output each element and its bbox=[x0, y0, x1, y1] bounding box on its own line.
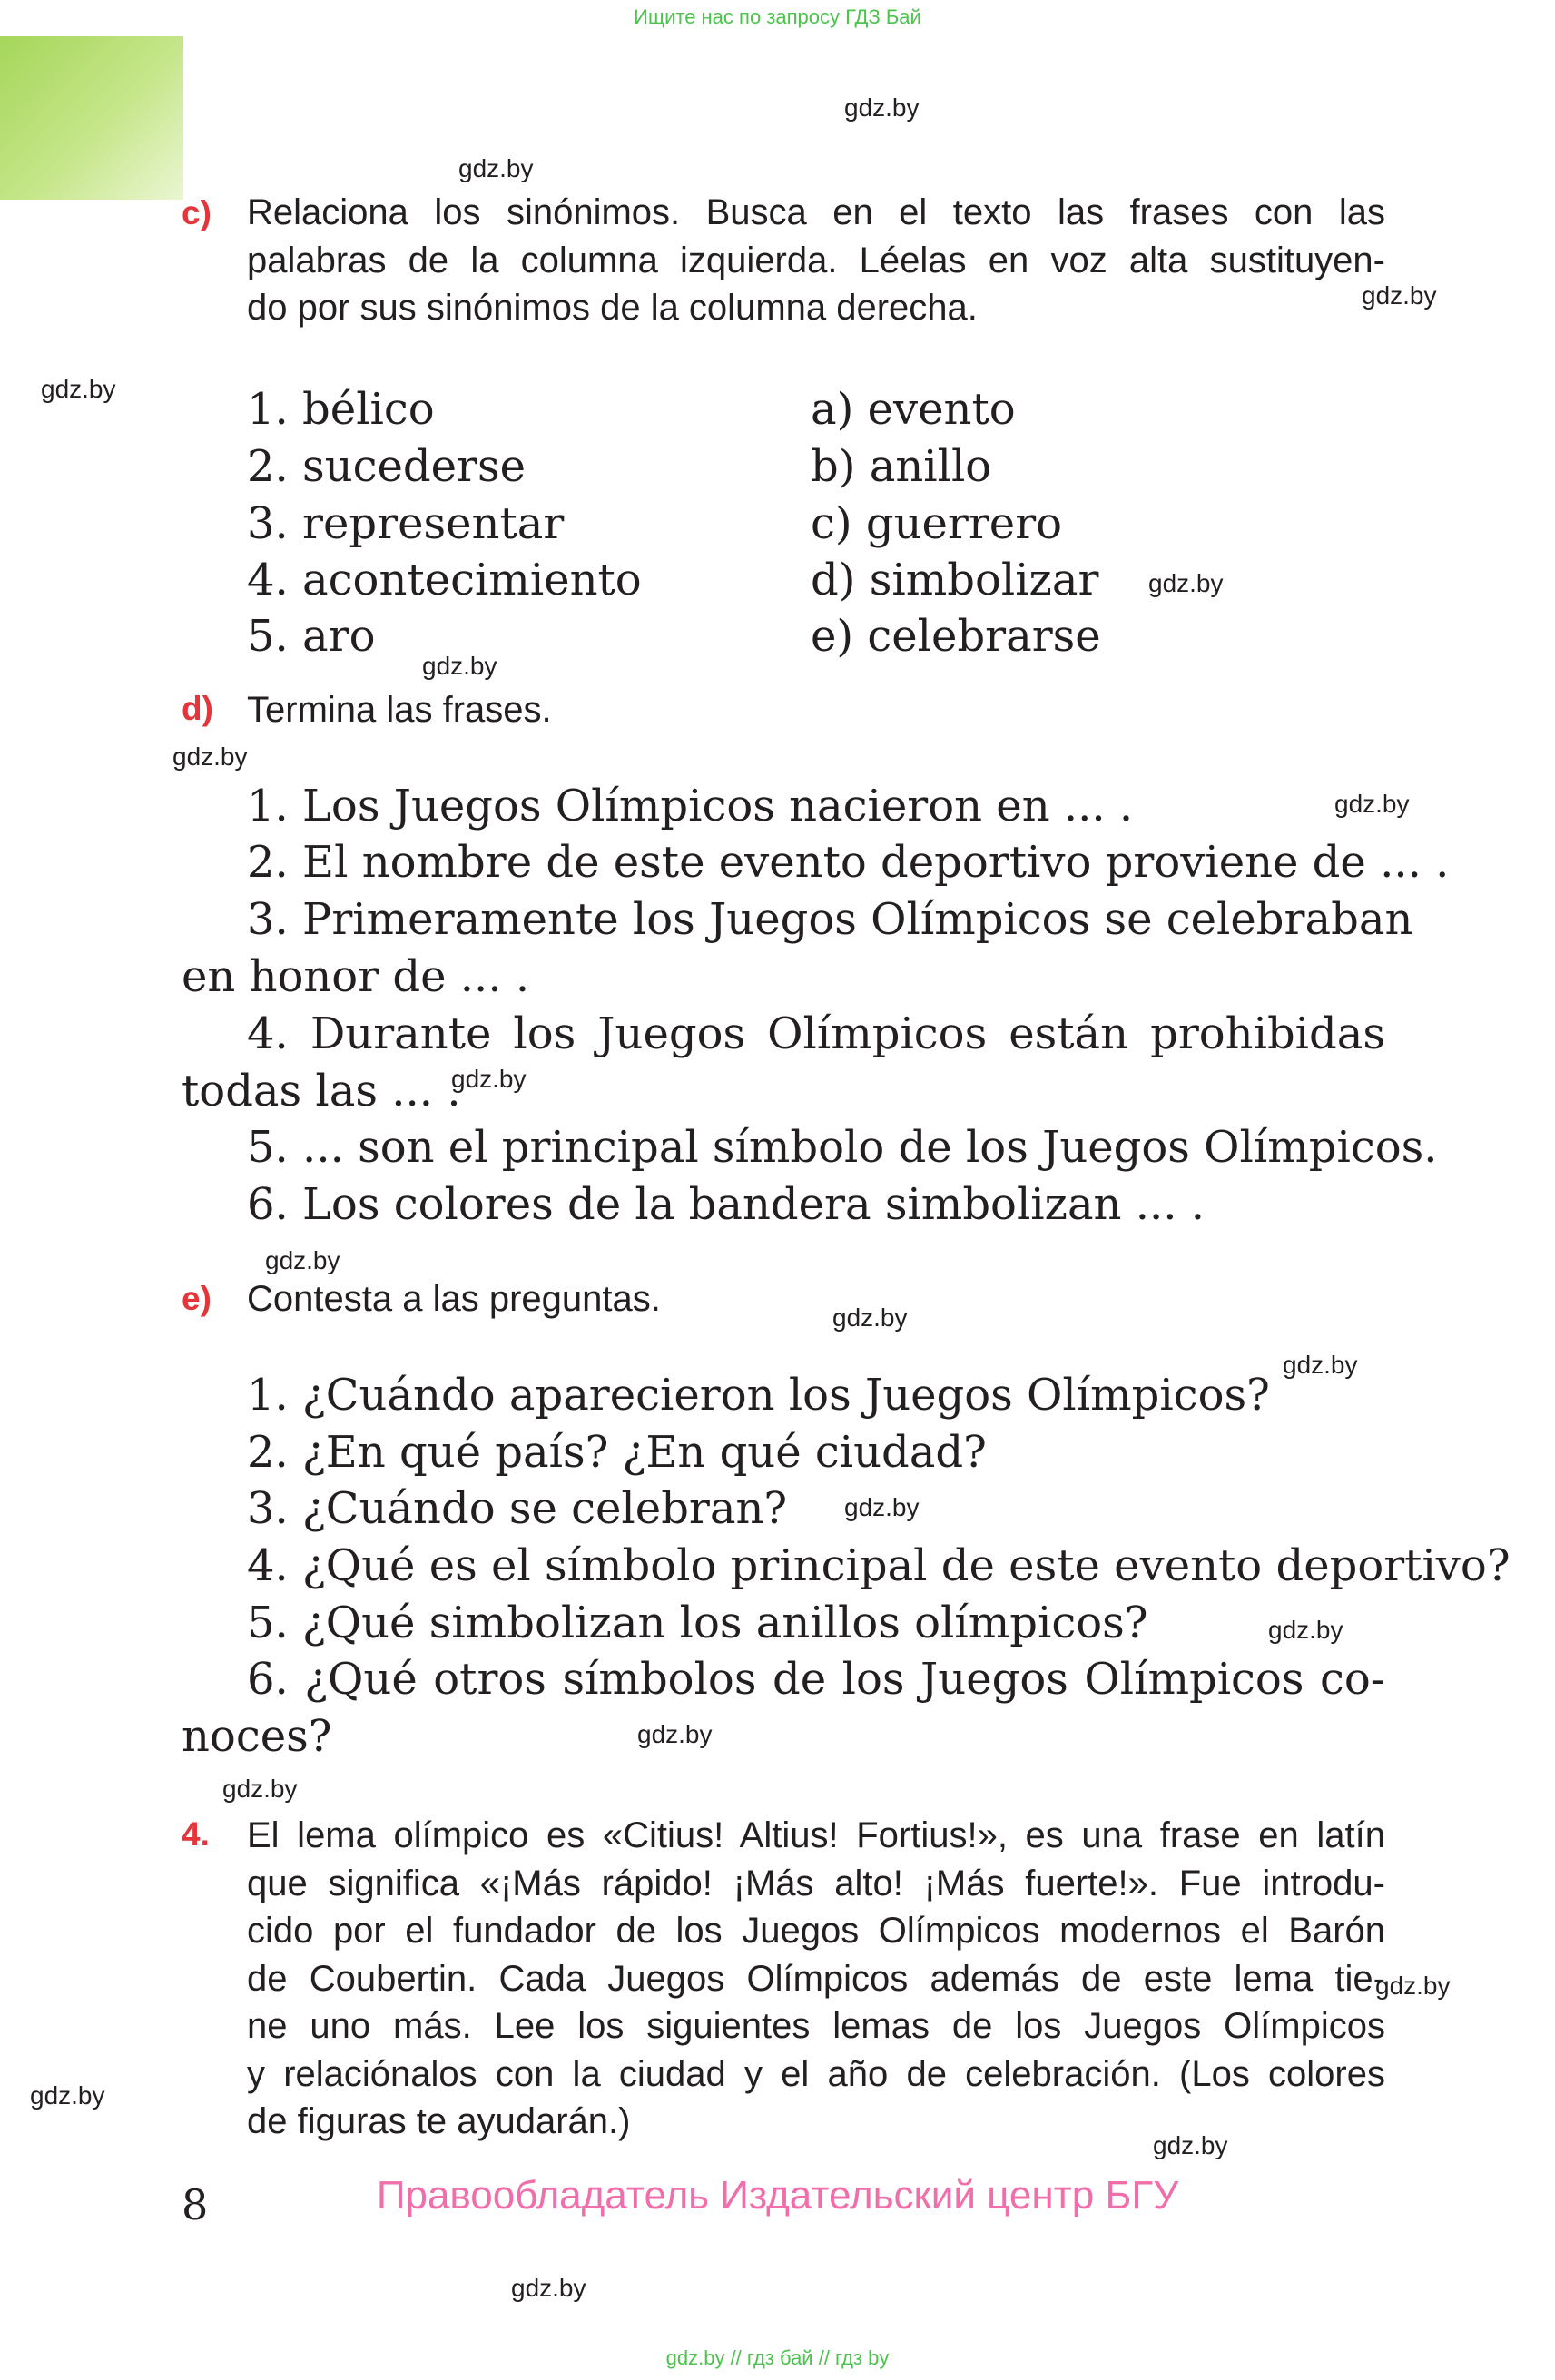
watermark: gdz.by bbox=[222, 1775, 298, 1803]
task-4-marker: 4. bbox=[182, 1815, 210, 1853]
watermark: gdz.by bbox=[458, 154, 534, 182]
sentence-5: 5. ... son el principal símbolo de los Juegos Olímpicos. bbox=[247, 1122, 1438, 1173]
synonym-left-5: 5. aro bbox=[247, 611, 376, 662]
watermark: gdz.by bbox=[1148, 569, 1224, 597]
synonym-right-e: e) celebrarse bbox=[811, 611, 1101, 662]
sentence-2: 2. El nombre de este evento deportivo proviene de ... . bbox=[247, 837, 1450, 888]
watermark: gdz.by bbox=[1362, 281, 1437, 310]
task-line: de Coubertin. Cada Juegos Olímpicos además de este lema tie- bbox=[247, 1958, 1385, 1999]
section-e-title: Contesta a las preguntas. bbox=[247, 1279, 661, 1319]
question-6-cont: noces? bbox=[182, 1711, 332, 1762]
instruction-line: palabras de la columna izquierda. Léelas en voz alta sustituyen- bbox=[247, 240, 1385, 280]
instruction-line: do por sus sinónimos de la columna derecha. bbox=[247, 288, 978, 328]
task-line: El lema olímpico es «Citius! Altius! Fortius!», es una frase en latín bbox=[247, 1815, 1385, 1855]
synonym-left-4: 4. acontecimiento bbox=[247, 555, 642, 605]
watermark: gdz.by bbox=[844, 93, 920, 122]
question-2: 2. ¿En qué país? ¿En qué ciudad? bbox=[247, 1427, 987, 1478]
task-line: cido por el fundador de los Juegos Olímpicos modernos el Barón bbox=[247, 1911, 1385, 1951]
task-line: que significa «¡Más rápido! ¡Más alto! ¡Más fuerte!». Fue introdu- bbox=[247, 1863, 1385, 1903]
section-c-instructions bbox=[247, 189, 1385, 332]
section-d-title: Termina las frases. bbox=[247, 690, 552, 730]
task-4-text bbox=[247, 1812, 1385, 2146]
watermark: gdz.by bbox=[172, 743, 248, 771]
sentence-1: 1. Los Juegos Olímpicos nacieron en ... . bbox=[247, 781, 1134, 831]
section-e-marker: e) bbox=[182, 1280, 212, 1317]
instruction-line: Relaciona los sinónimos. Busca en el texto las frases con las bbox=[247, 192, 1385, 232]
synonym-left-2: 2. sucederse bbox=[247, 441, 527, 492]
watermark: gdz.by bbox=[422, 652, 497, 680]
watermark: gdz.by bbox=[451, 1065, 527, 1093]
corner-decoration bbox=[0, 36, 183, 200]
sentence-3: 3. Primeramente los Juegos Olímpicos se celebraban bbox=[247, 894, 1413, 945]
task-line: ne uno más. Lee los siguientes lemas de los Juegos Olímpicos bbox=[247, 2006, 1385, 2046]
task-line: de figuras te ayudarán.) bbox=[247, 2101, 631, 2141]
sentence-3-cont: en honor de ... . bbox=[182, 951, 530, 1002]
synonym-left-1: 1. bélico bbox=[247, 384, 435, 435]
page-number: 8 bbox=[182, 2180, 209, 2229]
section-c-marker: c) bbox=[182, 194, 212, 231]
sentence-4-cont: todas las ... . bbox=[182, 1066, 461, 1116]
watermark: gdz.by bbox=[637, 1720, 713, 1748]
synonym-right-a: a) evento bbox=[811, 384, 1016, 435]
synonym-right-d: d) simbolizar bbox=[811, 555, 1099, 605]
footer-links[interactable]: gdz.by // гдз бай // гдз by bbox=[665, 2346, 890, 2369]
top-banner: Ищите нас по запросу ГДЗ Бай bbox=[634, 5, 921, 28]
question-4: 4. ¿Qué es el símbolo principal de este evento deportivo? bbox=[247, 1540, 1511, 1591]
question-5: 5. ¿Qué simbolizan los anillos olímpicos? bbox=[247, 1598, 1148, 1648]
copyright-notice: Правообладатель Издательский центр БГУ bbox=[376, 2173, 1179, 2218]
question-1: 1. ¿Cuándo aparecieron los Juegos Olímpicos? bbox=[247, 1370, 1270, 1421]
synonym-right-b: b) anillo bbox=[811, 441, 992, 492]
watermark: gdz.by bbox=[1375, 1972, 1451, 2000]
question-3: 3. ¿Cuándo se celebran? bbox=[247, 1483, 788, 1534]
watermark: gdz.by bbox=[265, 1246, 340, 1274]
synonym-right-c: c) guerrero bbox=[811, 498, 1063, 549]
watermark: gdz.by bbox=[844, 1493, 920, 1521]
watermark: gdz.by bbox=[41, 375, 116, 403]
sentence-4: 4. Durante los Juegos Olímpicos están prohibidas bbox=[247, 1008, 1385, 1059]
watermark: gdz.by bbox=[1268, 1616, 1343, 1644]
watermark: gdz.by bbox=[30, 2081, 105, 2110]
watermark: gdz.by bbox=[832, 1303, 908, 1332]
synonym-left-3: 3. representar bbox=[247, 498, 565, 549]
watermark: gdz.by bbox=[1334, 790, 1410, 818]
sentence-6: 6. Los colores de la bandera simbolizan ... . bbox=[247, 1179, 1206, 1230]
question-6: 6. ¿Qué otros símbolos de los Juegos Olímpicos co- bbox=[247, 1654, 1385, 1705]
watermark: gdz.by bbox=[511, 2274, 586, 2302]
watermark: gdz.by bbox=[1283, 1351, 1358, 1379]
section-d-marker: d) bbox=[182, 690, 213, 727]
task-line: y relaciónalos con la ciudad y el año de celebración. (Los colores bbox=[247, 2053, 1385, 2094]
watermark: gdz.by bbox=[1153, 2131, 1228, 2159]
